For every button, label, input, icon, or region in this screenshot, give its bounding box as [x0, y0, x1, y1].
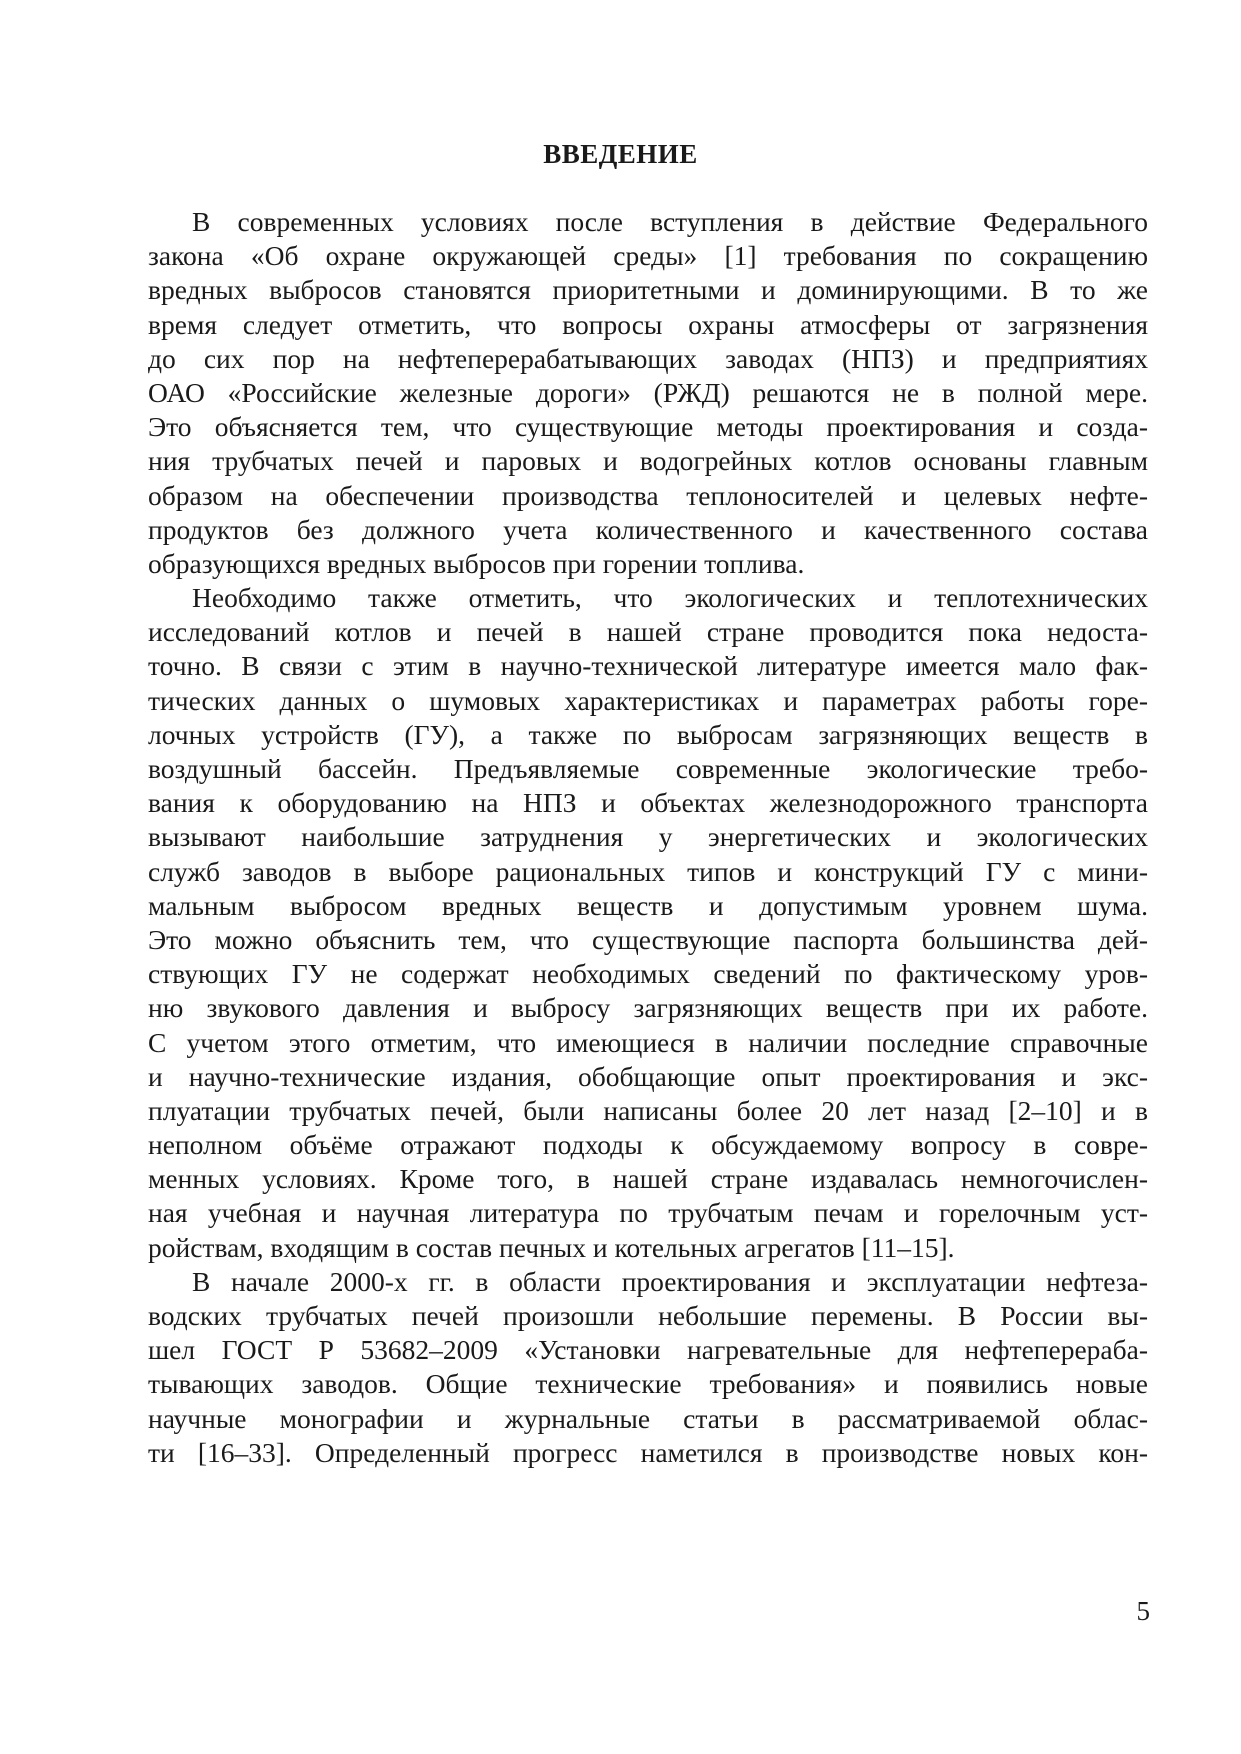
text-line: ния трубчатых печей и паровых и водогрейных котлов основаны главным — [148, 445, 1148, 477]
text-line: мальным выбросом вредных веществ и допустимым уровнем шума. — [148, 889, 1148, 921]
text-line: Это можно объяснить тем, что существующие паспорта большинства дей- — [148, 923, 1148, 955]
text-line: В современных условиях после вступления в действие Федерального — [192, 206, 1148, 237]
text-line: ОАО «Российские железные дороги» (РЖД) решаются не в полной мере. — [148, 376, 1148, 408]
text-line: Это объясняется тем, что существующие методы проектирования и созда- — [148, 411, 1148, 443]
text-line: вания к оборудованию на НПЗ и объектах железнодорожного транспорта — [148, 787, 1148, 819]
text-line: воздушный бассейн. Предъявляемые современные экологические требо- — [148, 753, 1148, 784]
text-line: продуктов без должного учета количественного и качественного состава — [148, 513, 1148, 545]
text-line: ствующих ГУ не содержат необходимых сведений по фактическому уров- — [148, 958, 1148, 990]
text-line: ройствам, входящим в состав печных и котельных агрегатов [11–15]. — [148, 1231, 955, 1263]
text-line: и научно-технические издания, обобщающие опыт проектирования и экс- — [148, 1060, 1148, 1092]
page-title: ВВЕДЕНИЕ — [543, 139, 698, 169]
page-number: 5 — [1136, 1596, 1150, 1626]
text-line: ню звукового давления и выбросу загрязняющих веществ при их работе. — [148, 992, 1148, 1024]
text-line: неполном объёме отражают подходы к обсуждаемому вопросу в совре- — [148, 1129, 1148, 1161]
text-line: вредных выбросов становятся приоритетными и доминирующими. В то же — [148, 274, 1148, 306]
text-line: время следует отметить, что вопросы охраны атмосферы от загрязнения — [148, 308, 1148, 340]
text-line: ная учебная и научная литература по трубчатым печам и горелочным уст- — [148, 1197, 1148, 1229]
text-line: до сих пор на нефтеперерабатывающих заводах (НПЗ) и предприятиях — [148, 342, 1148, 374]
text-line: точно. В связи с этим в научно-технической литературе имеется мало фак- — [148, 650, 1148, 682]
text-line: научные монографии и журнальные статьи в рассматриваемой облас- — [148, 1402, 1148, 1434]
text-line: В начале 2000-х гг. в области проектирования и эксплуатации нефтеза- — [192, 1265, 1148, 1297]
text-line: исследований котлов и печей в нашей стране проводится пока недоста- — [148, 616, 1148, 648]
text-line: служб заводов в выборе рациональных типов и конструкций ГУ с мини- — [148, 855, 1148, 887]
text-line: плуатации трубчатых печей, были написаны более 20 лет назад [2–10] и в — [148, 1094, 1148, 1126]
text-line: С учетом этого отметим, что имеющиеся в наличии последние справочные — [148, 1026, 1148, 1058]
text-line: менных условиях. Кроме того, в нашей стране издавалась немногочислен- — [148, 1163, 1148, 1195]
text-line: ти [16–33]. Определенный прогресс наметился в производстве новых кон- — [148, 1436, 1148, 1468]
text-line: тических данных о шумовых характеристиках и параметрах работы горе- — [148, 684, 1148, 716]
text-line: Необходимо также отметить, что экологических и теплотехнических — [192, 582, 1148, 614]
text-line: водских трубчатых печей произошли небольшие перемены. В России вы- — [148, 1300, 1148, 1331]
body-text — [148, 205, 1148, 1470]
text-line: образом на обеспечении производства теплоносителей и целевых нефте- — [148, 479, 1148, 511]
text-line: закона «Об охране окружающей среды» [1] требования по сокращению — [148, 240, 1148, 272]
text-line: шел ГОСТ Р 53682–2009 «Установки нагревательные для нефтеперераба- — [148, 1334, 1148, 1366]
text-line: тывающих заводов. Общие технические требования» и появились новые — [148, 1368, 1148, 1400]
text-line: лочных устройств (ГУ), а также по выбросам загрязняющих веществ в — [148, 718, 1148, 750]
text-line: образующихся вредных выбросов при горении топлива. — [148, 547, 805, 579]
text-line: вызывают наибольшие затруднения у энергетических и экологических — [148, 821, 1148, 853]
